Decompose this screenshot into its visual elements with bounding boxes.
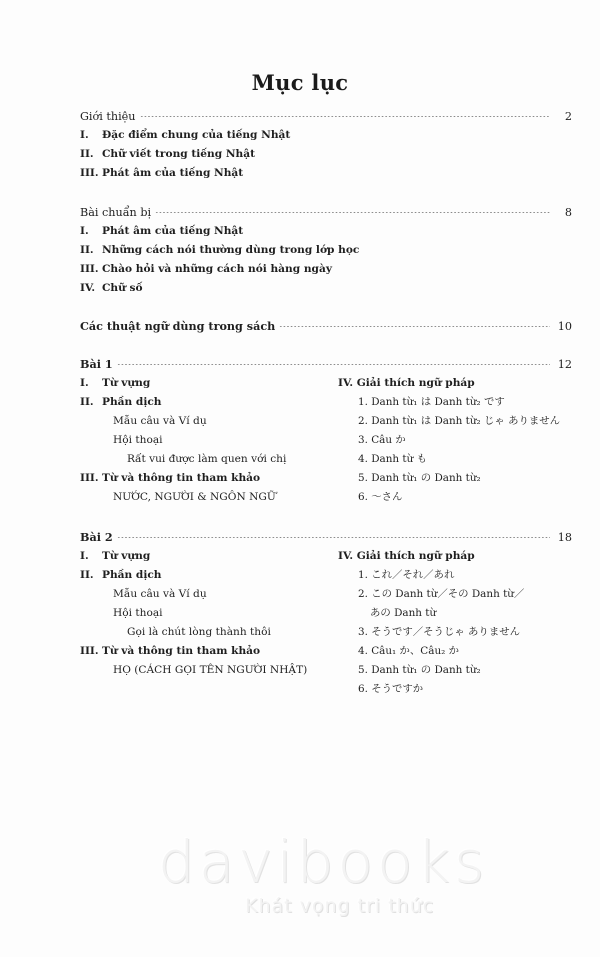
leader-dots — [279, 326, 550, 327]
grammar-item[interactable]: 5. Danh từ₁ の Danh từ₂ — [358, 472, 481, 484]
entry-label: Bài 2 — [80, 530, 113, 544]
grammar-heading[interactable]: IV. Giải thích ngữ pháp — [338, 377, 475, 389]
page-number: 2 — [564, 110, 572, 123]
toc-subitem-reference-title[interactable]: NƯỚC, NGƯỜI & NGÔN NGỮ — [113, 491, 276, 503]
watermark-tagline: Khát vọng tri thức — [245, 895, 435, 917]
grammar-item[interactable]: 3. そうです／そうじゃ ありません — [358, 626, 520, 638]
item-numeral: I. — [80, 550, 89, 562]
entry-label: Bài chuẩn bị — [80, 206, 152, 219]
toc-subitem-conversation[interactable]: Hội thoại — [113, 607, 163, 619]
item-text: Từ vựng — [102, 377, 151, 389]
page-number: 10 — [557, 320, 572, 333]
toc-subitem[interactable] — [80, 260, 572, 279]
toc-subitem-sentences[interactable]: Mẫu câu và Ví dụ — [113, 415, 207, 427]
toc-subitem-translation[interactable] — [80, 566, 338, 585]
page-number: 18 — [557, 531, 572, 544]
item-text: Từ và thông tin tham khảo — [102, 472, 261, 484]
entry-label: Giới thiệu — [80, 110, 136, 123]
grammar-item[interactable]: 3. Câu か — [358, 434, 406, 446]
leader-dots — [117, 364, 550, 365]
page-title: Mục lục — [251, 70, 349, 95]
watermark-brand: davibooks — [158, 828, 489, 896]
grammar-item[interactable]: 6. ～さん — [358, 491, 403, 503]
grammar-heading[interactable]: IV. Giải thích ngữ pháp — [338, 550, 475, 562]
item-numeral: III. — [80, 472, 99, 484]
toc-subitem-translation[interactable] — [80, 393, 338, 412]
item-text: Chữ số — [102, 282, 143, 294]
lesson2-left-column — [80, 547, 338, 699]
lesson1-grammar-column — [338, 374, 572, 507]
toc-subitem-conversation-title[interactable]: Gọi là chút lòng thành thôi — [127, 626, 271, 638]
leader-dots — [117, 537, 550, 538]
toc-subitem-vocab[interactable] — [80, 547, 338, 566]
grammar-item[interactable]: 1. これ／それ／あれ — [358, 569, 455, 581]
grammar-item[interactable]: 6. そうですか — [358, 683, 424, 695]
item-text: Đặc điểm chung của tiếng Nhật — [102, 129, 291, 141]
toc-section-lesson2 — [80, 528, 572, 699]
entry-label: Các thuật ngữ dùng trong sách — [80, 319, 276, 333]
toc-section-terms — [80, 317, 572, 336]
item-numeral: III. — [80, 167, 99, 179]
grammar-item[interactable]: 2. Danh từ₁ は Danh từ₂ じゃ ありません — [358, 415, 561, 427]
item-numeral: I. — [80, 225, 89, 237]
grammar-item-continuation[interactable]: あの Danh từ — [370, 607, 437, 619]
item-text: Phát âm của tiếng Nhật — [102, 225, 244, 237]
entry-label: Bài 1 — [80, 357, 113, 371]
toc-entry-terms[interactable] — [80, 317, 572, 336]
item-text: Phần dịch — [102, 569, 162, 581]
grammar-item[interactable]: 5. Danh từ₁ の Danh từ₂ — [358, 664, 481, 676]
item-numeral: III. — [80, 263, 99, 275]
toc-subitem-conversation[interactable]: Hội thoại — [113, 434, 163, 446]
grammar-item[interactable]: 1. Danh từ₁ は Danh từ₂ です — [358, 396, 505, 408]
toc-subitem[interactable] — [80, 164, 572, 183]
item-numeral: II. — [80, 148, 94, 160]
toc-subitem[interactable] — [80, 279, 572, 298]
leader-dots — [155, 212, 550, 213]
toc-subitem[interactable] — [80, 145, 572, 164]
item-numeral: I. — [80, 129, 89, 141]
item-text: Chữ viết trong tiếng Nhật — [102, 148, 255, 160]
leader-dots — [140, 116, 551, 117]
toc-subitem[interactable] — [80, 222, 572, 241]
lesson2-grammar-column — [338, 547, 572, 699]
item-text: Những cách nói thường dùng trong lớp học — [102, 244, 360, 256]
item-text: Từ và thông tin tham khảo — [102, 645, 261, 657]
toc-section-intro — [80, 107, 572, 183]
toc-subitem-reference-title[interactable]: HỌ (CÁCH GỌI TÊN NGƯỜI NHẬT) — [113, 664, 308, 676]
item-numeral: II. — [80, 569, 94, 581]
toc-section-lesson1 — [80, 355, 572, 507]
toc-entry-lesson1[interactable] — [80, 355, 572, 374]
toc-subitem-sentences[interactable]: Mẫu câu và Ví dụ — [113, 588, 207, 600]
item-numeral: II. — [80, 396, 94, 408]
grammar-item[interactable]: 4. Danh từ も — [358, 453, 427, 465]
toc-entry-prep[interactable] — [80, 203, 572, 222]
lesson1-left-column — [80, 374, 338, 507]
item-numeral: III. — [80, 645, 99, 657]
toc-section-prep — [80, 203, 572, 298]
page-number: 8 — [564, 206, 572, 219]
page-number: 12 — [557, 358, 572, 371]
item-numeral: II. — [80, 244, 94, 256]
toc-subitem[interactable] — [80, 126, 572, 145]
grammar-item[interactable]: 4. Câu₁ か、Câu₂ か — [358, 645, 459, 657]
toc-entry-lesson2[interactable] — [80, 528, 572, 547]
toc-entry-intro[interactable] — [80, 107, 572, 126]
toc-subitem-vocab[interactable] — [80, 374, 338, 393]
toc-subitem-reference[interactable] — [80, 642, 338, 661]
item-numeral: IV. — [80, 282, 96, 294]
toc-subitem-reference[interactable] — [80, 469, 338, 488]
item-text: Phát âm của tiếng Nhật — [102, 167, 244, 179]
toc-subitem[interactable] — [80, 241, 572, 260]
item-text: Chào hỏi và những cách nói hàng ngày — [102, 263, 332, 275]
item-numeral: I. — [80, 377, 89, 389]
item-text: Phần dịch — [102, 396, 162, 408]
grammar-item[interactable]: 2. この Danh từ／その Danh từ／ — [358, 588, 525, 600]
toc-subitem-conversation-title[interactable]: Rất vui được làm quen với chị — [127, 453, 287, 465]
item-text: Từ vựng — [102, 550, 151, 562]
